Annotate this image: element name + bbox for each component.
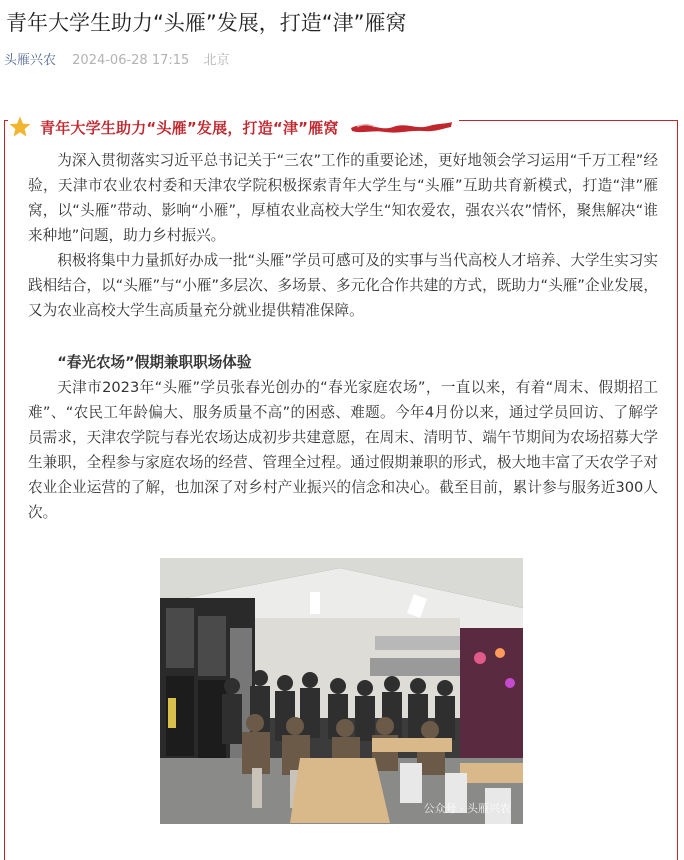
photo-watermark: 公众号 · 头雁兴农	[423, 802, 511, 815]
subheading: “春光农场”假期兼职职场体验	[57, 354, 252, 371]
account-name-link[interactable]: 头雁兴农	[4, 53, 57, 68]
article-meta	[4, 52, 229, 70]
brush-stroke-decoration	[349, 118, 453, 136]
publish-date: 2024-06-28 17:15	[72, 53, 190, 68]
article-body	[28, 148, 658, 525]
group-photo[interactable]	[160, 558, 523, 824]
section-heading: 青年大学生助力“头雁”发展，打造“津”雁窝	[40, 118, 339, 137]
publish-location: 北京	[203, 53, 230, 68]
section-heading-bar	[8, 110, 459, 144]
paragraph: 积极将集中力量抓好办成一批“头雁”学员可感可及的实事与当代高校人才培养、大学生实习实践相结合，以“头雁”与“小雁”多层次、多场景、多元化合作共建的方式，既助力“头雁”企业发展，又为农业高校大学生高质量充分就业提供精准保障。	[28, 252, 658, 319]
group-photo-image	[160, 558, 523, 824]
paragraph: 为深入贯彻落实习近平总书记关于“三农”工作的重要论述，更好地领会学习运用“千万工程”经验，天津市农业农村委和天津农学院积极探索青年大学生与“头雁”互助共育新模式，打造“津”雁窝，以“头雁”带动、影响“小雁”，厚植农业高校大学生“知农爱农，强农兴农”情怀，聚焦解决“谁来种地”问题，助力乡村振兴。	[28, 152, 658, 244]
paragraph: 天津市2023年“头雁”学员张春光创办的“春光家庭农场”，一直以来，有着“周末、假期招工难”、“农民工年龄偏大、服务质量不高”的困惑、难题。今年4月份以来，通过学员回访、了解学员需求，天津农学院与春光农场达成初步共建意愿，在周末、清明节、端午节期间为农场招募大学生兼职，全程参与家庭农场的经营、管理全过程。通过假期兼职的形式，极大地丰富了天农学子对农业企业运营的了解，也加深了对乡村产业振兴的信念和决心。截至目前，累计参与服务近300人次。	[28, 379, 658, 521]
article-title: 青年大学生助力“头雁”发展，打造“津”雁窝	[6, 11, 407, 35]
star-icon	[8, 115, 32, 139]
